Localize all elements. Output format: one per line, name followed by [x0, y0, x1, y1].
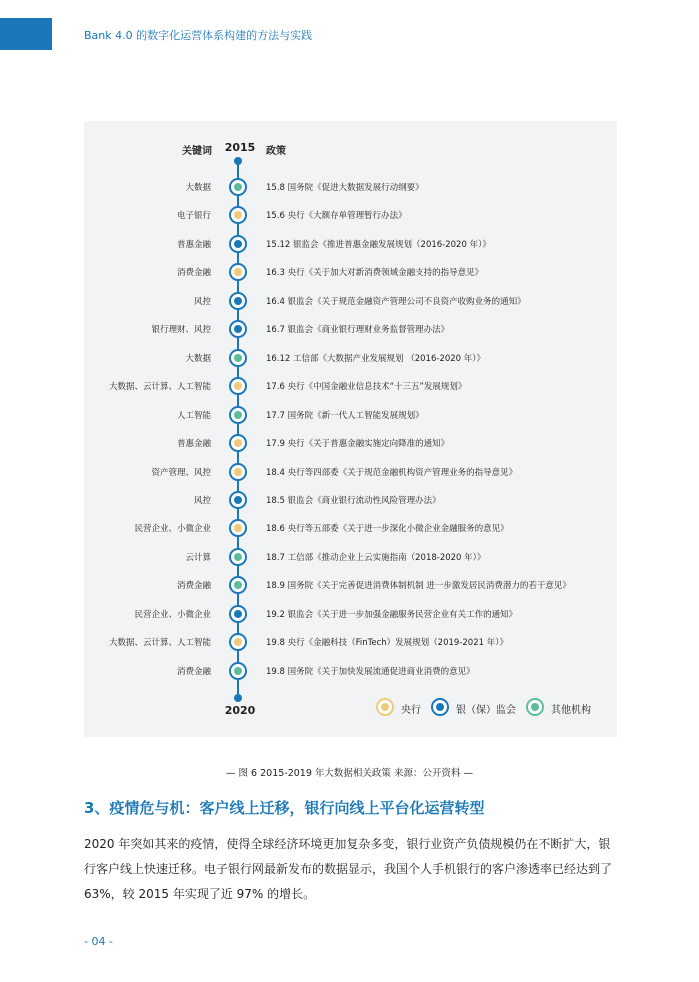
policy-text: 15.8 国务院《促进大数据发展行动纲要》 — [266, 183, 424, 193]
timeline-row — [0, 433, 699, 453]
agency-marker-icon — [229, 576, 247, 594]
timeline-row — [0, 376, 699, 396]
timeline-row — [0, 462, 699, 482]
policy-text: 18.6 央行等五部委《关于进一步深化小微企业金融服务的意见》 — [266, 524, 509, 535]
policy-keyword: 消费金融 — [176, 666, 211, 677]
policy-text: 19.8 国务院《关于加快发展流通促进商业消费的意见》 — [266, 666, 475, 677]
policy-text: 16.7 银监会《商业银行理财业务监督管理办法》 — [266, 325, 450, 336]
policy-text: 18.4 央行等四部委《关于规范金融机构资产管理业务的指导意见》 — [266, 467, 518, 478]
agency-marker-icon — [229, 519, 247, 537]
policy-text: 18.7 工信部《推动企业上云实施指南（2018-2020 年）》 — [266, 552, 486, 563]
agency-marker-icon — [229, 406, 247, 424]
policy-keyword: 大数据 — [185, 183, 211, 193]
agency-marker-icon — [229, 178, 247, 196]
agency-marker-icon — [229, 206, 247, 224]
agency-marker-icon — [229, 463, 247, 481]
policy-text: 17.7 国务院《新一代人工智能发展规划》 — [266, 410, 424, 421]
timeline-start-dot — [234, 157, 242, 165]
policy-keyword: 人工智能 — [176, 410, 211, 421]
policy-keyword: 消费金融 — [176, 581, 211, 592]
policy-text: 19.8 央行《金融科技（FinTech）发展规划（2019-2021 年）》 — [266, 638, 508, 649]
timeline-row — [0, 348, 699, 368]
agency-marker-icon — [229, 235, 247, 253]
policy-keyword: 银行理财、风控 — [151, 325, 211, 336]
policy-text: 16.12 工信部《大数据产业发展规划 （2016-2020 年）》 — [266, 353, 486, 364]
timeline-row — [0, 632, 699, 652]
policy-keyword: 电子银行 — [176, 211, 211, 222]
agency-marker-icon — [229, 434, 247, 452]
legend-label-other: 其他机构 — [551, 705, 591, 716]
timeline-row — [0, 234, 699, 254]
policy-keyword: 消费金融 — [176, 268, 211, 279]
legend-label-central-bank: 央行 — [401, 705, 421, 716]
section-heading: 3、疫情危与机：客户线上迁移，银行向线上平台化运营转型 — [84, 799, 485, 817]
policy-text: 17.9 央行《关于普惠金融实施定向降准的通知》 — [266, 439, 450, 450]
policy-keyword: 大数据 — [185, 353, 211, 364]
policy-keyword: 资产管理、风控 — [151, 467, 211, 478]
agency-marker-icon — [229, 491, 247, 509]
central-bank-marker-icon — [376, 698, 394, 716]
policy-keyword: 风控 — [193, 495, 211, 506]
agency-marker-icon — [229, 349, 247, 367]
policy-keyword: 大数据、云计算、人工智能 — [108, 382, 211, 393]
other-agency-marker-icon — [526, 698, 544, 716]
timeline-row — [0, 518, 699, 538]
timeline-row — [0, 661, 699, 681]
timeline-end-year: 2020 — [224, 704, 256, 717]
timeline-row — [0, 547, 699, 567]
policy-text: 17.6 央行《中国金融业信息技术“十三五”发展规划》 — [266, 382, 467, 393]
timeline-row — [0, 205, 699, 225]
policy-keyword: 民营企业、小微企业 — [134, 609, 211, 620]
agency-marker-icon — [229, 377, 247, 395]
timeline-row — [0, 177, 699, 197]
section-body-paragraph: 2020 年突如其来的疫情，使得全球经济环境更加复杂多变，银行业资产负债规模仍在不断扩大，银行客户线上快速迁移。电子银行网最新发布的数据显示，我国个人手机银行的客户渗透率已经达到了 63%，较 2015 年实现了近 97% 的增长。 — [84, 837, 613, 901]
timeline-row — [0, 319, 699, 339]
column-header-policy: 政策 — [266, 146, 286, 157]
policy-keyword: 云计算 — [185, 552, 211, 563]
timeline-row — [0, 604, 699, 624]
policy-text: 18.9 国务院《关于完善促进消费体制机制 进一步激发居民消费潜力的若干意见》 — [266, 581, 571, 592]
agency-marker-icon — [229, 320, 247, 338]
timeline-end-dot — [234, 694, 242, 702]
timeline-start-year: 2015 — [224, 141, 256, 154]
legend-label-regulator: 银（保）监会 — [456, 705, 516, 716]
agency-marker-icon — [229, 548, 247, 566]
policy-keyword: 普惠金融 — [176, 239, 211, 250]
figure-caption: — 图 6 2015-2019 年大数据相关政策 来源：公开资料 — — [226, 768, 473, 779]
header-accent-block — [0, 18, 52, 50]
policy-keyword: 大数据、云计算、人工智能 — [108, 638, 211, 649]
column-header-keyword: 关键词 — [182, 146, 212, 157]
policy-text: 15.12 银监会《推进普惠金融发展规划（2016-2020 年）》 — [266, 239, 491, 250]
agency-marker-icon — [229, 633, 247, 651]
timeline-row — [0, 575, 699, 595]
policy-text: 19.2 银监会《关于进一步加强金融服务民营企业有关工作的通知》 — [266, 609, 518, 620]
agency-marker-icon — [229, 662, 247, 680]
timeline-row — [0, 405, 699, 425]
timeline-row — [0, 291, 699, 311]
policy-text: 15.6 央行《大额存单管理暂行办法》 — [266, 211, 407, 222]
timeline-row — [0, 262, 699, 282]
agency-marker-icon — [229, 263, 247, 281]
agency-marker-icon — [229, 605, 247, 623]
policy-keyword: 民营企业、小微企业 — [134, 524, 211, 535]
agency-marker-icon — [229, 292, 247, 310]
policy-text: 18.5 银监会《商业银行流动性风险管理办法》 — [266, 495, 441, 506]
running-header-title: Bank 4.0 的数字化运营体系构建的方法与实践 — [84, 29, 313, 42]
policy-keyword: 风控 — [193, 296, 211, 307]
policy-text: 16.4 银监会《关于规范金融资产管理公司不良资产收购业务的通知》 — [266, 296, 526, 307]
policy-text: 16.3 央行《关于加大对新消费领域金融支持的指导意见》 — [266, 268, 484, 279]
regulator-marker-icon — [431, 698, 449, 716]
page-number: - 04 - — [84, 935, 113, 948]
timeline-row — [0, 490, 699, 510]
policy-keyword: 普惠金融 — [176, 439, 211, 450]
